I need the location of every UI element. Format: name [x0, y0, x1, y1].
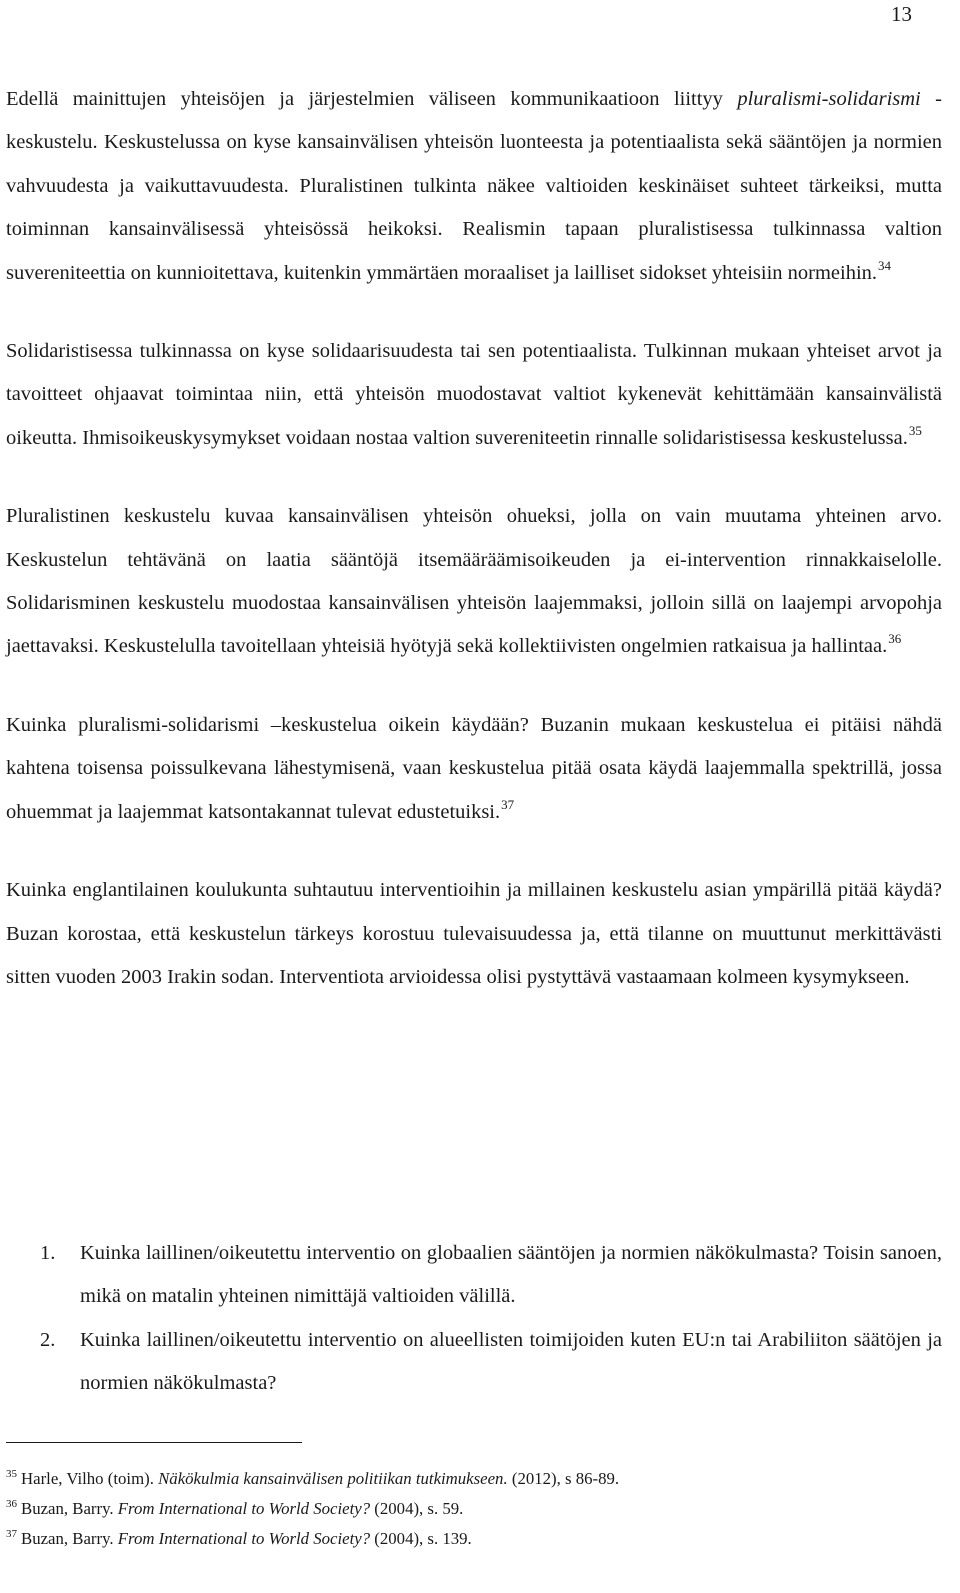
footnote-text	[21, 1499, 463, 1518]
text-run: Buzan, Barry.	[21, 1529, 118, 1548]
italic-text: Näkökulmia kansainvälisen politiikan tutkimukseen.	[158, 1469, 508, 1488]
footnote-ref: 37	[501, 796, 515, 812]
footnote-divider	[6, 1442, 302, 1443]
text-run: (2004), s. 139.	[370, 1529, 472, 1548]
paragraph	[6, 330, 942, 460]
paragraph	[6, 78, 942, 295]
footnote	[6, 1524, 942, 1554]
italic-text: pluralismi-solidarismi	[737, 88, 921, 110]
list-item-text: Kuinka laillinen/oikeutettu interventio on globaalien sääntöjen ja normien näkökulmasta? Toisin sanoen, mikä on matalin yhteinen nimittäjä valtioiden välillä.	[80, 1242, 942, 1308]
footnote-text	[21, 1469, 619, 1488]
footnote-number: 35	[6, 1468, 17, 1480]
numbered-list	[6, 1232, 942, 1406]
paragraph	[6, 704, 942, 834]
text-run: Kuinka englantilainen koulukunta suhtautuu interventioihin ja millainen keskustelu asian ympärillä pitää käydä? Buzan korostaa, että keskustelun tärkeys korostuu tulevaisuudessa ja, että tilanne on muuttunut merkittävästi sitten vuoden 2003 Irakin sodan. Interventiota arvioidessa olisi pystyttävä vastaamaan kolmeen kysymykseen.	[6, 879, 942, 988]
footnote-ref: 35	[908, 422, 922, 438]
italic-text: From International to World Society?	[117, 1529, 371, 1548]
list-item	[6, 1232, 942, 1319]
text-run: Pluralistinen keskustelu kuvaa kansainvälisen yhteisön ohueksi, jolla on vain muutama yhteinen arvo. Keskustelun tehtävänä on laatia sääntöjä itsemääräämisoikeuden ja ei-intervention rinnakkaiselolle. Solidarisminen keskustelu muodostaa kansainvälisen yhteisön laajemmaksi, jolloin sillä on laajempi arvopohja jaettavaksi. Keskustelulla tavoitellaan yhteisiä hyötyjä sekä kollektiivisten ongelmien ratkaisua ja hallintaa.	[6, 505, 942, 658]
list-item	[6, 1319, 942, 1406]
footnote	[6, 1464, 942, 1494]
footnotes	[6, 1464, 942, 1554]
italic-text: From International to World Society?	[117, 1499, 371, 1518]
text-run: Buzan, Barry.	[21, 1499, 118, 1518]
body-text	[6, 78, 942, 999]
list-item-number: 2.	[40, 1328, 56, 1351]
list-item-number: 1.	[40, 1242, 56, 1264]
text-run: -keskustelu. Keskustelussa on kyse kansainvälisen yhteisön luonteesta ja potentiaalista sekä sääntöjen ja normien vahvuudesta ja vaikuttavuudesta. Pluralistinen tulkinta näkee valtioiden keskinäiset suhteet tärkeiksi, mutta toiminnan kansainvälisessä yhteisössä heikoksi. Realismin tapaan pluralistisessa tulkinnassa valtion suvereniteettia on kunnioitettava, kuitenkin ymmärtäen moraaliset ja lailliset sidokset yhteisiin normeihin.	[6, 88, 942, 284]
paragraph	[6, 495, 942, 669]
paragraph	[6, 869, 942, 999]
text-run: (2004), s. 59.	[370, 1499, 464, 1518]
text-run: Kuinka pluralismi-solidarismi –keskustelua oikein käydään? Buzanin mukaan keskustelua ei pitäisi nähdä kahtena toisensa poissulkevana lähestymisenä, vaan keskustelua pitää osata käydä laajemmalla spektrillä, jossa ohuemmat ja laajemmat katsontakannat tulevat edustetuiksi.	[6, 713, 942, 823]
footnote-number: 36	[6, 1498, 17, 1510]
footnote-number: 37	[6, 1528, 17, 1540]
footnote	[6, 1494, 942, 1524]
footnote-ref: 34	[878, 257, 892, 273]
text-run: (2012), s 86-89.	[507, 1469, 620, 1488]
text-run: Solidaristisessa tulkinnassa on kyse solidaarisuudesta tai sen potentiaalista. Tulkinnan mukaan yhteiset arvot ja tavoitteet ohjaavat toimintaa niin, että yhteisön muodostavat valtiot kykenevät kehittämään kansainvälistä oikeutta. Ihmisoikeuskysymykset voidaan nostaa valtion suvereniteetin rinnalle solidaristisessa keskustelussa.	[6, 340, 942, 449]
text-run: Edellä mainittujen yhteisöjen ja järjestelmien väliseen kommunikaatioon liittyy	[6, 88, 738, 110]
footnote-ref: 36	[888, 631, 902, 647]
list-item-text: Kuinka laillinen/oikeutettu interventio on alueellisten toimijoiden kuten EU:n tai Arabiliiton säätöjen ja normien näkökulmasta?	[80, 1328, 942, 1395]
footnote-text	[21, 1529, 472, 1548]
page-number: 13	[891, 2, 912, 26]
text-run: Harle, Vilho (toim).	[21, 1469, 159, 1488]
